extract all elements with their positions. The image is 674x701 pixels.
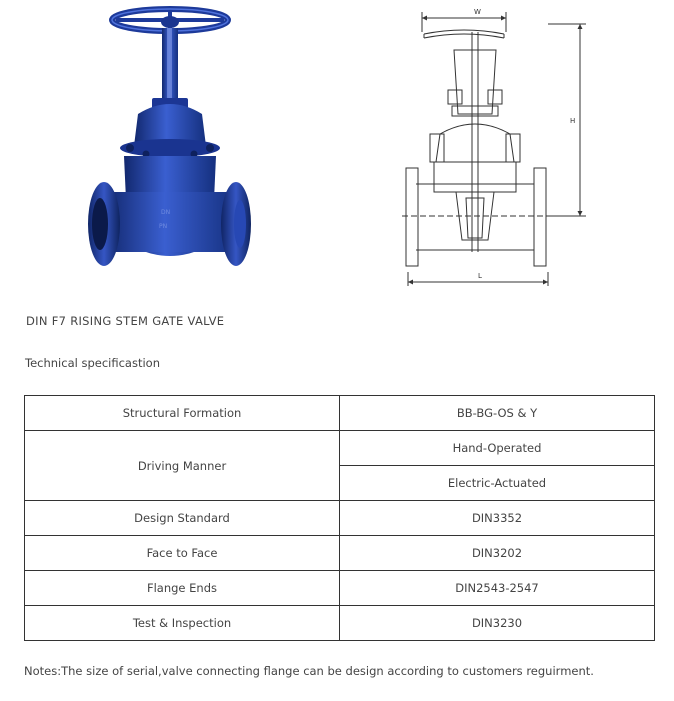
figures bbox=[0, 0, 674, 300]
driving-manner-label: Driving Manner bbox=[25, 431, 340, 501]
driving-manner-value-electric: Electric-Actuated bbox=[340, 466, 655, 501]
notes: Notes:The size of serial,valve connecting flange can be design according to customers reguirment. bbox=[24, 664, 594, 678]
valve-drawing bbox=[396, 2, 592, 292]
driving-manner-value-hand: Hand-Operated bbox=[340, 431, 655, 466]
structural-formation-label: Structural Formation bbox=[25, 396, 340, 431]
face-to-face-label: Face to Face bbox=[25, 536, 340, 571]
table-row bbox=[25, 501, 655, 536]
length-label: L bbox=[478, 272, 482, 280]
table-row bbox=[25, 396, 655, 431]
flange-ends-value: DIN2543-2547 bbox=[340, 571, 655, 606]
valve-photo bbox=[86, 6, 256, 290]
table-row bbox=[25, 431, 655, 466]
spec-table bbox=[24, 395, 655, 641]
test-inspection-label: Test & Inspection bbox=[25, 606, 340, 641]
svg-text:DN: DN bbox=[161, 209, 171, 216]
product-title: DIN F7 RISING STEM GATE VALVE bbox=[26, 314, 225, 328]
spec-heading: Technical specificastion bbox=[25, 356, 160, 370]
face-to-face-value: DIN3202 bbox=[340, 536, 655, 571]
svg-text:PN: PN bbox=[159, 223, 168, 230]
table-row bbox=[25, 536, 655, 571]
table-row bbox=[25, 606, 655, 641]
table-row bbox=[25, 571, 655, 606]
design-standard-label: Design Standard bbox=[25, 501, 340, 536]
test-inspection-value: DIN3230 bbox=[340, 606, 655, 641]
flange-ends-label: Flange Ends bbox=[25, 571, 340, 606]
height-label: H bbox=[570, 117, 576, 125]
width-label: W bbox=[474, 8, 481, 16]
design-standard-value: DIN3352 bbox=[340, 501, 655, 536]
structural-formation-value: BB-BG-OS & Y bbox=[340, 396, 655, 431]
